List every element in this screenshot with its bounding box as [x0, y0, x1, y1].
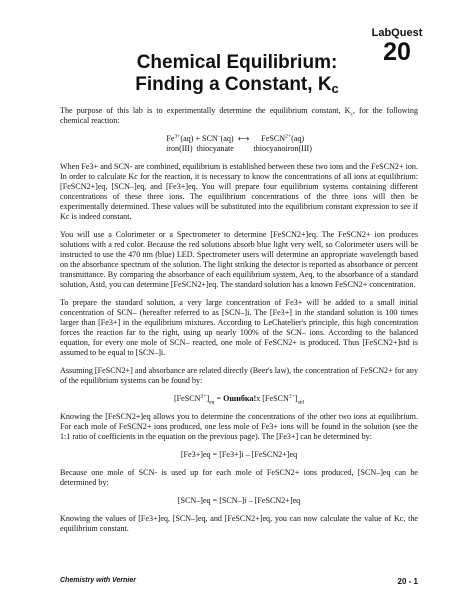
- equilibrium-arrow: ⟷: [237, 134, 250, 143]
- paragraph-2: When Fe3+ and SCN- are combined, equilibrium is established between these two ions and the FeSCN2+ ion. In order to calculate Kc for the reaction, it is necessary to know the concentrations of all ions at equilibrium: [FeSCN2+]eq, [SCN–]eq, and [Fe3+]eq. You will prepare four equilibrium systems containing different concentrations of these three ions. The equilibrium concentrations of the three ions will then be experimentally determined. These values will be substituted into the equilibrium constant expression to see if Kc is indeed constant.: [60, 162, 418, 221]
- title-line-2: Finding a Constant, Kc: [135, 74, 339, 96]
- product-name: thiocyanoiron(III): [253, 144, 312, 153]
- intro-paragraph: The purpose of this lab is to experimentally determine the equilibrium constant, $K_c$, for the following chemical reaction:: [60, 106, 418, 125]
- paragraph-3: You will use a Colorimeter or a Spectrometer to determine [FeSCN2+]eq. The FeSCN2+ ion produces solutions with a red color. Because the red solutions absorb blue light very well, so Colorimeter users will be instructed to use the 470 nm (blue) LED. Spectrometer users will determine an appropriate wavelength based on the absorbance spectrum of the solution. The light striking the detector is reported as absorbance or percent transmittance. By comparing the absorbance of each equilibrium system, Aeq, to the absorbance of a standard solution, Astd, you can determine [FeSCN2+]eq. The standard solution has a known FeSCN2+ concentration.: [60, 230, 418, 289]
- equation-beers-law: $[FeSCN^{2+}]_{eq}$ = Ошибка!x $[FeSCN^{2+}]_{std}$: [173, 393, 305, 406]
- paragraph-4: To prepare the standard solution, a very large concentration of Fe3+ will be added to a small initial concentration of SCN– (hereafter referred to as [SCN–]i. The [Fe3+] in the standard solution is 100 times larger than [Fe3+] in the equilibrium mixtures. According to LeChatelier's principle, this high concentration forces the reaction far to the right, using up nearly 100% of the SCN– ions. According to the balanced equation, for every one mole of SCN– reacted, one mole of FeSCN2+ is produced. Thus [FeSCN2+]std is assumed to be equal to [SCN–]i.: [60, 298, 418, 357]
- equation-scn: [SCN–]eq = [SCN–]i – [FeSCN2+]eq: [177, 496, 301, 505]
- experiment-number: 20: [383, 38, 411, 66]
- paragraph-6: Knowing the [FeSCN2+]eq allows you to determine the concentrations of the other two ions at equilibrium. For each mole of FeSCN2+ ions produced, one less mole of Fe3+ ions will be found in the solution (see the 1:1 ratio of coefficients in the equation on the previous page). The [Fe3+] can be determined by:: [60, 412, 418, 441]
- paragraph-7: Because one mole of SCN- is used up for each mole of FeSCN2+ ions produced, [SCN–]eq can be determined by:: [60, 468, 418, 487]
- labquest-label: LabQuest: [371, 27, 423, 39]
- document-body: [60, 106, 418, 542]
- paragraph-8: Knowing the values of [Fe3+]eq, [SCN–]eq, and [FeSCN2+]eq, you can now calculate the value of Kc, the equilibrium constant.: [60, 514, 418, 533]
- reaction-equation: $Fe^{3+}(aq) + SCN^-(aq)$ ⟷ FeSCN$^{2+}$(aq) iron(III) thiocyanate thiocyanoiron(III): [166, 133, 312, 153]
- title-line-1: Chemical Equilibrium:: [136, 52, 338, 73]
- footer-publisher: Chemistry with Vernier: [60, 577, 136, 584]
- equation-fe: [Fe3+]eq = [Fe3+]i – [FeSCN2+]eq: [180, 450, 298, 459]
- page-footer: [60, 577, 418, 584]
- reactant-name-2: thiocyanate: [196, 144, 234, 153]
- paragraph-5: Assuming [FeSCN2+] and absorbance are related directly (Beer's law), the concentration of FeSCN2+ for any of the equilibrium systems can be found by:: [60, 366, 418, 385]
- footer-page-number: 20 - 1: [397, 577, 418, 586]
- reactant-name-1: iron(III): [166, 144, 193, 153]
- page-title: [0, 52, 474, 97]
